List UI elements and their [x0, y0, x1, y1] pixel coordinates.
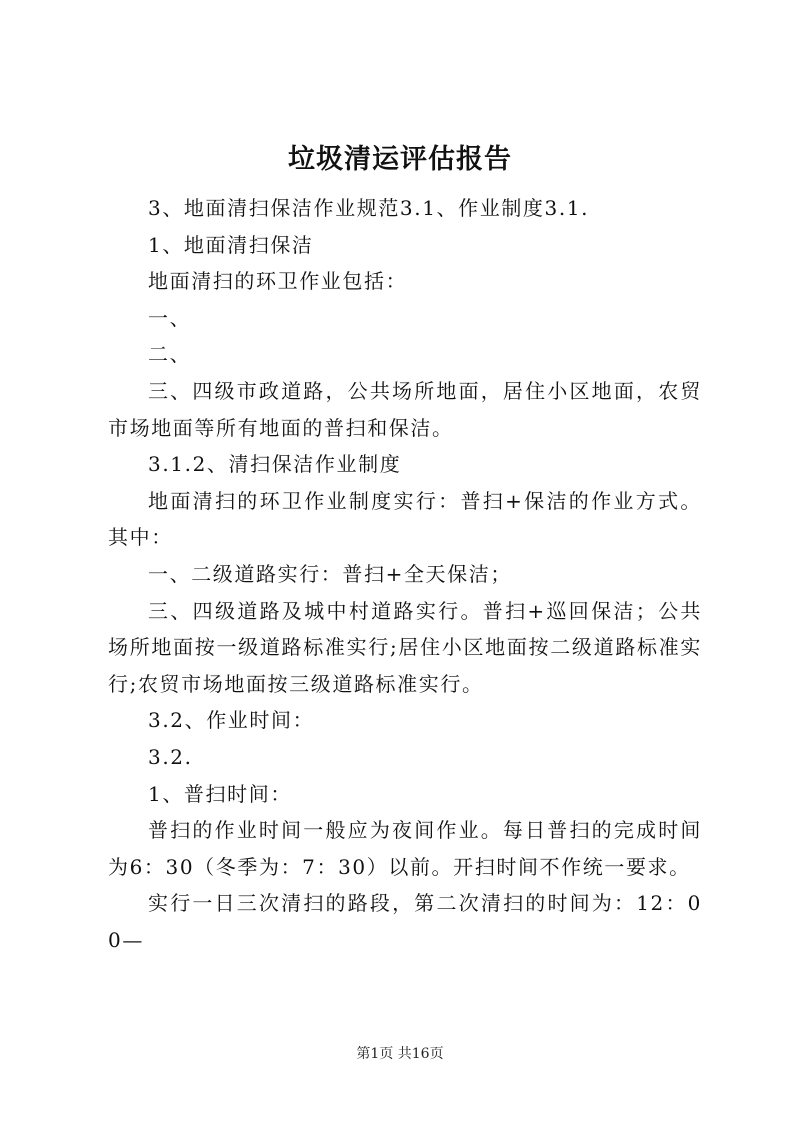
paragraph: 1、普扫时间：: [148, 781, 292, 806]
paragraph: 3、地面清扫保洁作业规范3.1、作业制度3.1.: [148, 196, 590, 220]
paragraph: 3.1.2、清扫保洁作业制度: [148, 452, 402, 477]
document-title: 垃圾清运评估报告: [288, 144, 512, 175]
paragraph: 普扫的作业时间一般应为夜间作业。每日普扫的完成时间为6：30（冬季为：7：30）以前。开扫时间不作统一要求。: [108, 818, 702, 879]
document-body: [108, 190, 702, 958]
paragraph: 三、四级道路及城中村道路实行。普扫+巡回保洁；公共场所地面按一级道路标准实行;居住小区地面按二级道路标准实行;农贸市场地面按三级道路标准实行。: [108, 598, 702, 696]
paragraph: 1、地面清扫保洁: [148, 232, 314, 257]
paragraph: 地面清扫的环卫作业包括：: [148, 269, 408, 294]
paragraph: 一、: [148, 305, 192, 330]
paragraph: 实行一日三次清扫的路段，第二次清扫的时间为：12：00—: [108, 891, 702, 952]
paragraph: 3.2.: [148, 744, 193, 769]
paragraph: 一、二级道路实行：普扫+全天保洁；: [148, 561, 512, 586]
paragraph: 三、四级市政道路，公共场所地面，居住小区地面，农贸市场地面等所有地面的普扫和保洁。: [108, 378, 702, 440]
page-footer: 第1页 共16页: [356, 1046, 444, 1062]
paragraph: 二、: [148, 342, 192, 367]
paragraph: 3.2、作业时间：: [148, 708, 315, 733]
paragraph: 地面清扫的环卫作业制度实行：普扫+保洁的作业方式。其中：: [108, 488, 702, 550]
